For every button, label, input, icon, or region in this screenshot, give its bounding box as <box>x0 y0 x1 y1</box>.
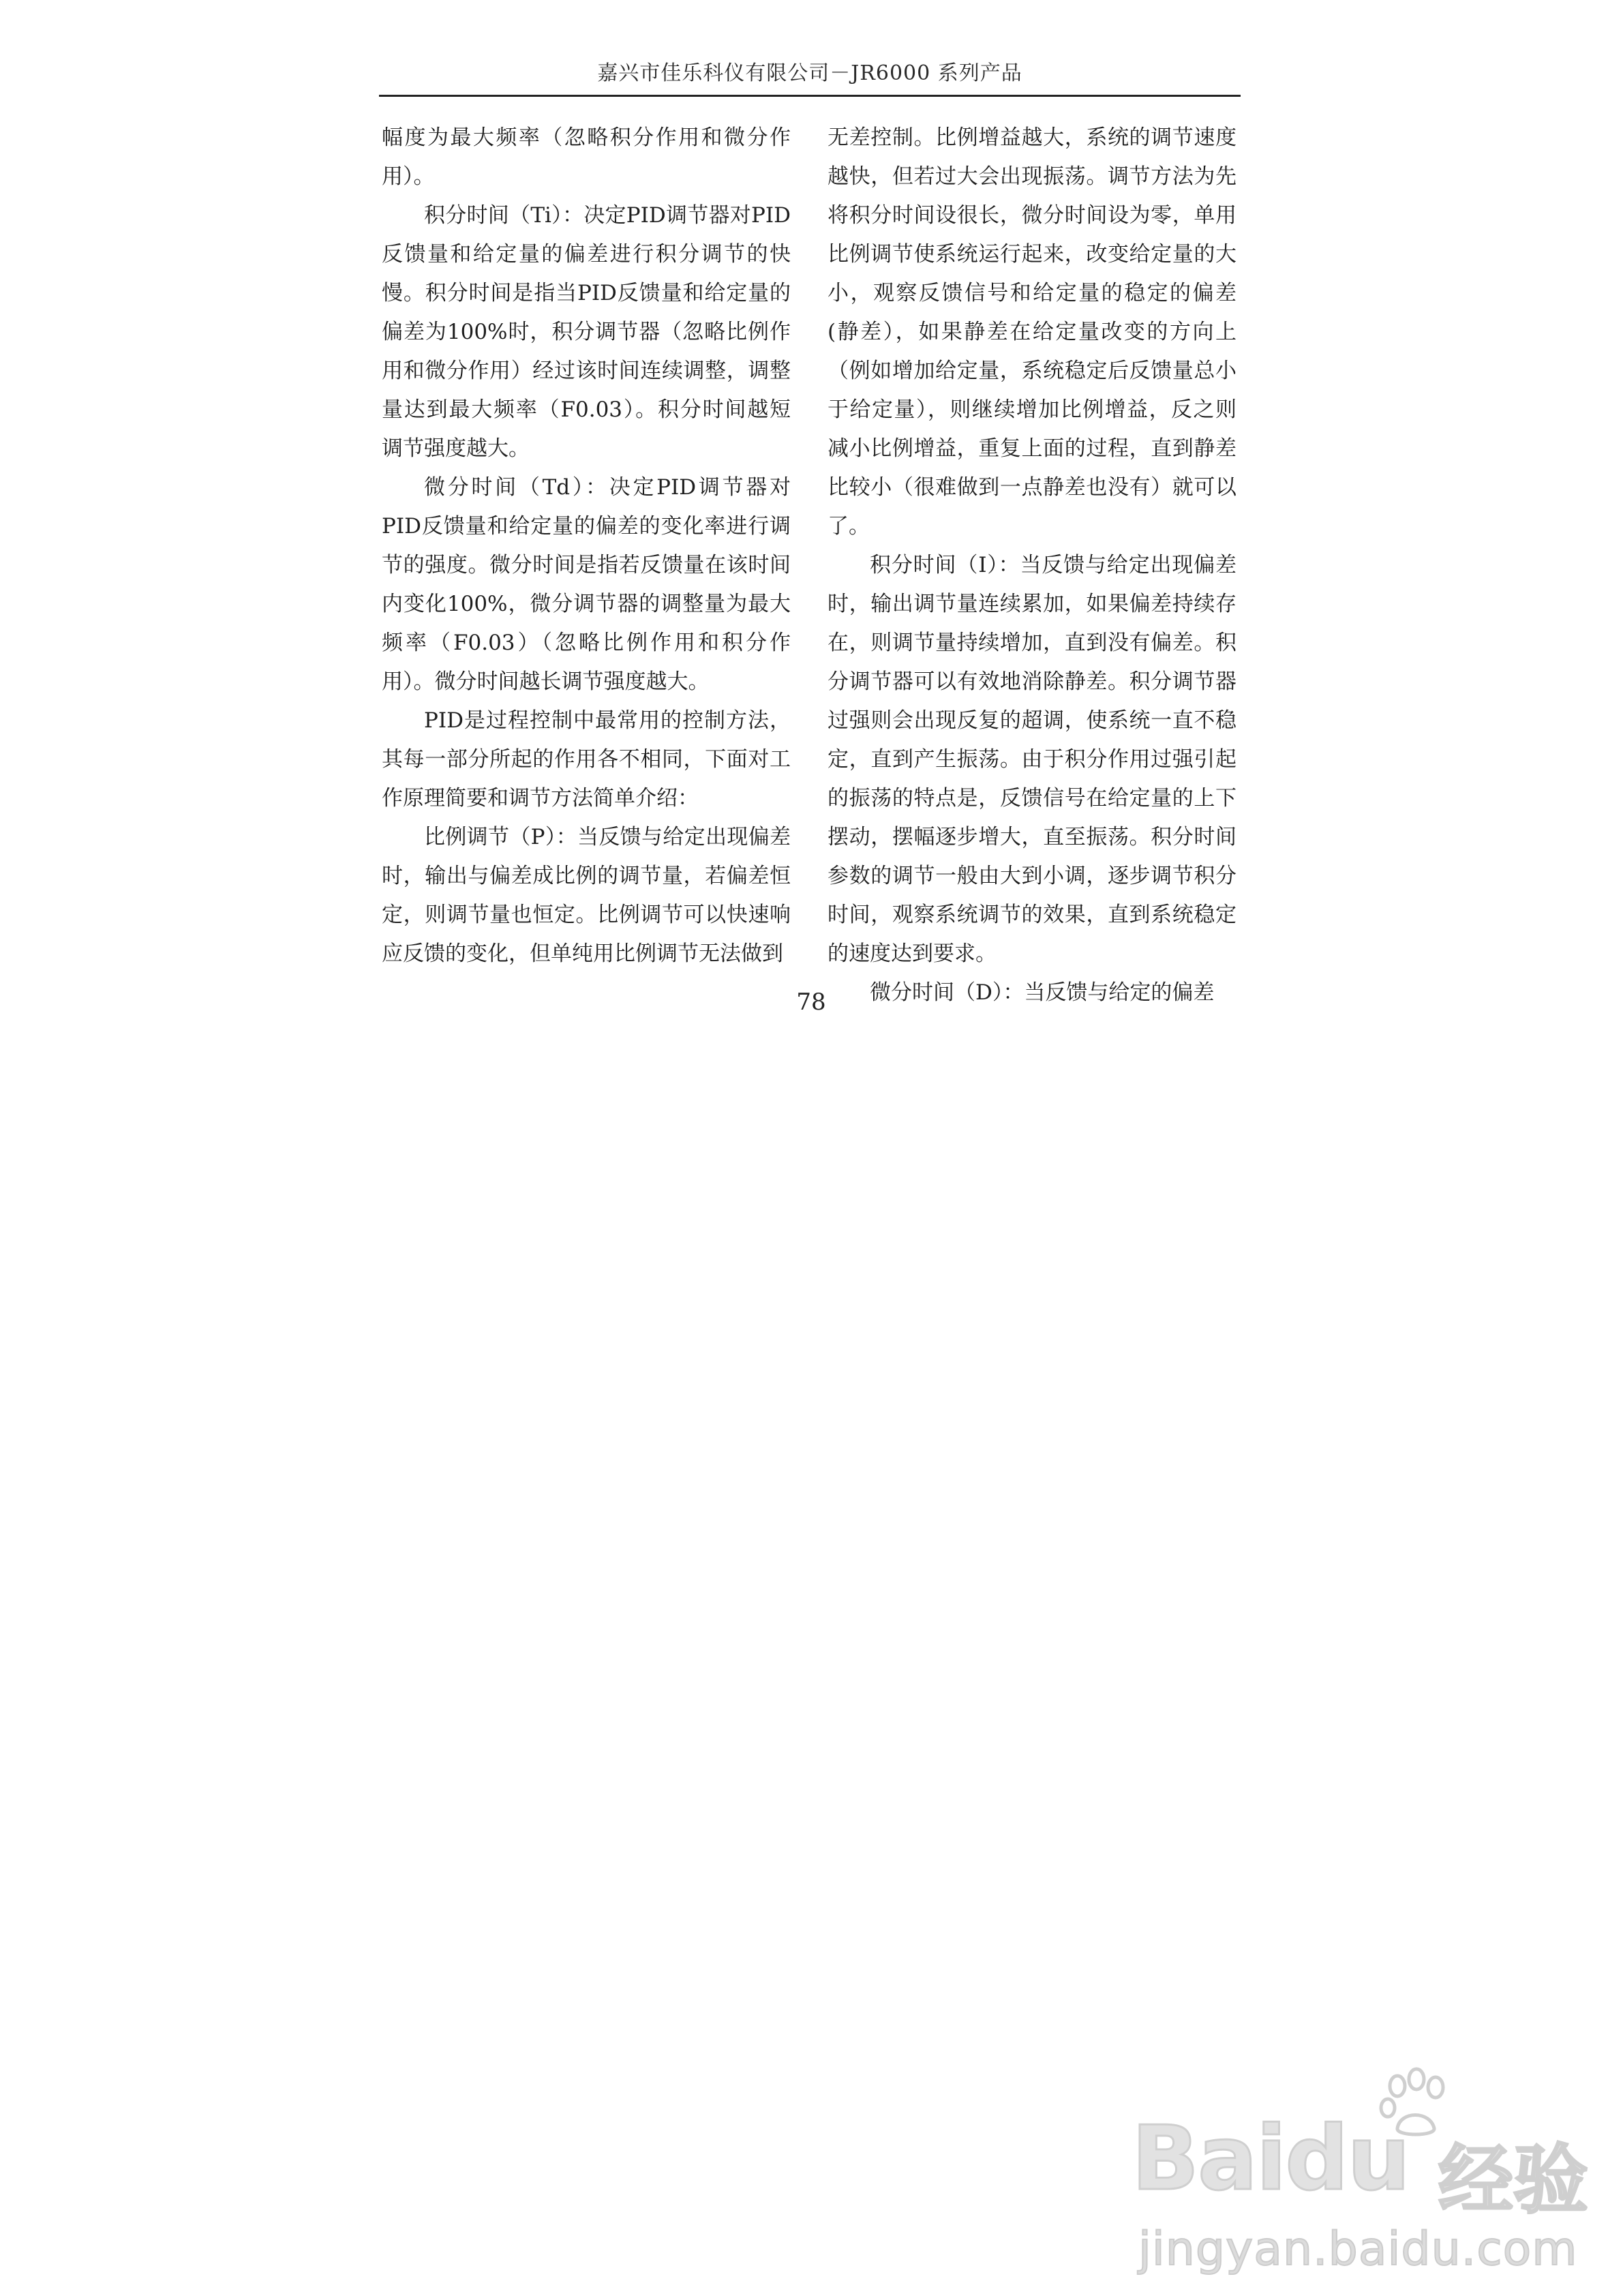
paragraph: 积分时间（I）：当反馈与给定出现偏差时，输出调节量连续累加，如果偏差持续存在，则调节量持续增加，直到没有偏差。积分调节器可以有效地消除静差。积分调节器过强则会出现反复的超调，使系统一直不稳定，直到产生振荡。由于积分作用过强引起的振荡的特点是，反馈信号在给定量的上下摆动，摆幅逐步增大，直至振荡。积分时间参数的调节一般由大到小调，逐步调节积分时间，观察系统调节的效果，直到系统稳定的速度达到要求。 <box>828 553 1237 966</box>
paragraph: 微分时间（Td）：决定PID调节器对PID反馈量和给定量的偏差的变化率进行调节的强度。微分时间是指若反馈量在该时间内变化100%，微分调节器的调整量为最大频率（F0.03）（忽略比例作用和积分作用）。微分时间越长调节强度越大。 <box>382 475 791 694</box>
left-column <box>382 119 791 973</box>
baidu-jingyan-watermark <box>1132 2066 1595 2284</box>
paragraph: 比例调节（P）：当反馈与给定出现偏差时，输出与偏差成比例的调节量，若偏差恒定，则调节量也恒定。比例调节可以快速响应反馈的变化，但单纯用比例调节无法做到 <box>382 825 791 966</box>
paragraph: 积分时间（Ti）：决定PID调节器对PID反馈量和给定量的偏差进行积分调节的快慢。积分时间是指当PID反馈量和给定量的偏差为100%时，积分调节器（忽略比例作用和微分作用）经过该时间连续调整，调整量达到最大频率（F0.03）。积分时间越短调节强度越大。 <box>382 203 791 461</box>
page-number: 78 <box>796 988 826 1016</box>
paragraph: 无差控制。比例增益越大，系统的调节速度越快，但若过大会出现振荡。调节方法为先将积分时间设很长，微分时间设为零，单用比例调节使系统运行起来，改变给定量的大小，观察反馈信号和给定量的稳定的偏差(静差），如果静差在给定量改变的方向上（例如增加给定量，系统稳定后反馈量总小于给定量），则继续增加比例增益，反之则减小比例增益，重复上面的过程，直到静差比较小（很难做到一点静差也没有）就可以了。 <box>828 125 1237 539</box>
running-header: 嘉兴市佳乐科仪有限公司－JR6000 系列产品 <box>597 61 1022 85</box>
paragraph: 幅度为最大频率（忽略积分作用和微分作用）。 <box>382 125 791 189</box>
paragraph: PID是过程控制中最常用的控制方法，其每一部分所起的作用各不相同，下面对工作原理简要和调节方法简单介绍： <box>382 708 791 811</box>
watermark-brand: Baidu <box>1132 2106 1409 2210</box>
paragraph: 微分时间（D）：当反馈与给定的偏差 <box>870 980 1215 1005</box>
right-column <box>828 119 1237 1012</box>
watermark-brand-cn: 经验 <box>1438 2136 1588 2224</box>
watermark-url: jingyan.baidu.com <box>1138 2222 1578 2276</box>
header-rule <box>379 95 1241 97</box>
